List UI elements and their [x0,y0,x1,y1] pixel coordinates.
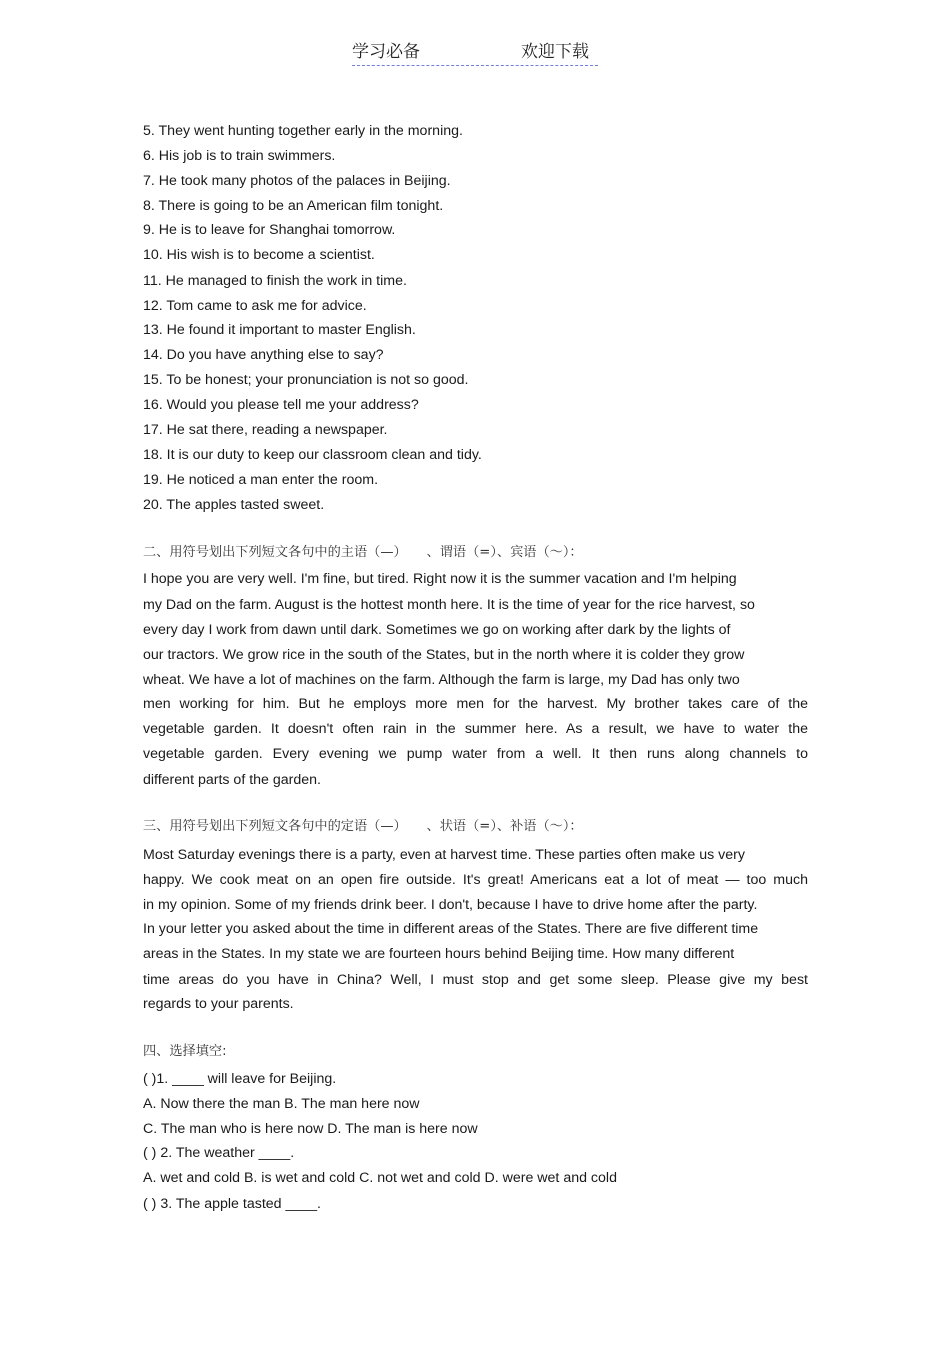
paragraph-line: Most Saturday evenings there is a party, even at harvest time. These parties often make us very [143,847,745,863]
paragraph-line: our tractors. We grow rice in the south of the States, but in the north where it is colder they grow [143,647,745,663]
sentence-item: 17. He sat there, reading a newspaper. [143,422,388,438]
sentence-item: 8. There is going to be an American film tonight. [143,198,444,214]
option-line: A. wet and cold B. is wet and cold C. not wet and cold D. were wet and cold [143,1170,617,1186]
sentence-item: 7. He took many photos of the palaces in Beijing. [143,173,451,189]
paragraph-line: In your letter you asked about the time in different areas of the States. There are five different time [143,921,759,937]
sentence-item: 19. He noticed a man enter the room. [143,472,379,488]
paragraph-line: in my opinion. Some of my friends drink beer. I don't, because I have to drive home after the party. [143,897,758,913]
sentence-item: 9. He is to leave for Shanghai tomorrow. [143,222,396,238]
header-left-text: 学习必备 [352,42,420,62]
section-2-heading: 二、用符号划出下列短文各句中的主语（—） 、谓语（=）、宾语（～）： [143,545,583,560]
sentence-item: 5. They went hunting together early in the morning. [143,123,463,139]
option-line: C. The man who is here now D. The man is here now [143,1121,478,1137]
section-4-heading: 四、选择填空: [143,1044,227,1059]
sentence-item: 20. The apples tasted sweet. [143,497,325,513]
sentence-item: 12. Tom came to ask me for advice. [143,298,367,314]
paragraph-line: vegetable garden. It doesn't often rain in the summer here. As a result, we have to water the [143,721,808,737]
question-line: ( )1. ____ will leave for Beijing. [143,1071,337,1087]
sentence-item: 11. He managed to finish the work in time. [143,273,407,289]
sentence-item: 14. Do you have anything else to say? [143,347,384,363]
paragraph-line: I hope you are very well. I'm fine, but tired. Right now it is the summer vacation and I'm helping [143,571,737,587]
sentence-item: 13. He found it important to master English. [143,322,416,338]
sentence-item: 10. His wish is to become a scientist. [143,247,375,263]
paragraph-line: areas in the States. In my state we are fourteen hours behind Beijing time. How many different [143,946,735,962]
paragraph-line: vegetable garden. Every evening we pump water from a well. It then runs along channels to [143,746,808,762]
paragraph-line: time areas do you have in China? Well, I must stop and get some sleep. Please give my best [143,972,808,988]
paragraph-line: different parts of the garden. [143,772,321,788]
page-header [352,41,598,66]
paragraph-line: my Dad on the farm. August is the hottest month here. It is the time of year for the rice harvest, so [143,597,755,613]
question-line: ( ) 3. The apple tasted ____. [143,1196,321,1212]
header-right-text: 欢迎下载 [521,42,589,62]
sentence-item: 18. It is our duty to keep our classroom clean and tidy. [143,447,482,463]
sentence-item: 15. To be honest; your pronunciation is not so good. [143,372,469,388]
sentence-item: 16. Would you please tell me your address? [143,397,419,413]
option-line: A. Now there the man B. The man here now [143,1096,420,1112]
paragraph-line: wheat. We have a lot of machines on the farm. Although the farm is large, my Dad has only two [143,672,740,688]
section-3-heading: 三、用符号划出下列短文各句中的定语（—） 、状语（=）、补语（～）： [143,819,583,834]
question-line: ( ) 2. The weather ____. [143,1145,295,1161]
sentence-item: 6. His job is to train swimmers. [143,148,336,164]
paragraph-line: men working for him. But he employs more men for the harvest. My brother takes care of the [143,696,808,712]
paragraph-line: every day I work from dawn until dark. Sometimes we go on working after dark by the lights of [143,622,731,638]
paragraph-line: regards to your parents. [143,996,294,1012]
paragraph-line: happy. We cook meat on an open fire outside. It's great! Americans eat a lot of meat — too much [143,872,808,888]
